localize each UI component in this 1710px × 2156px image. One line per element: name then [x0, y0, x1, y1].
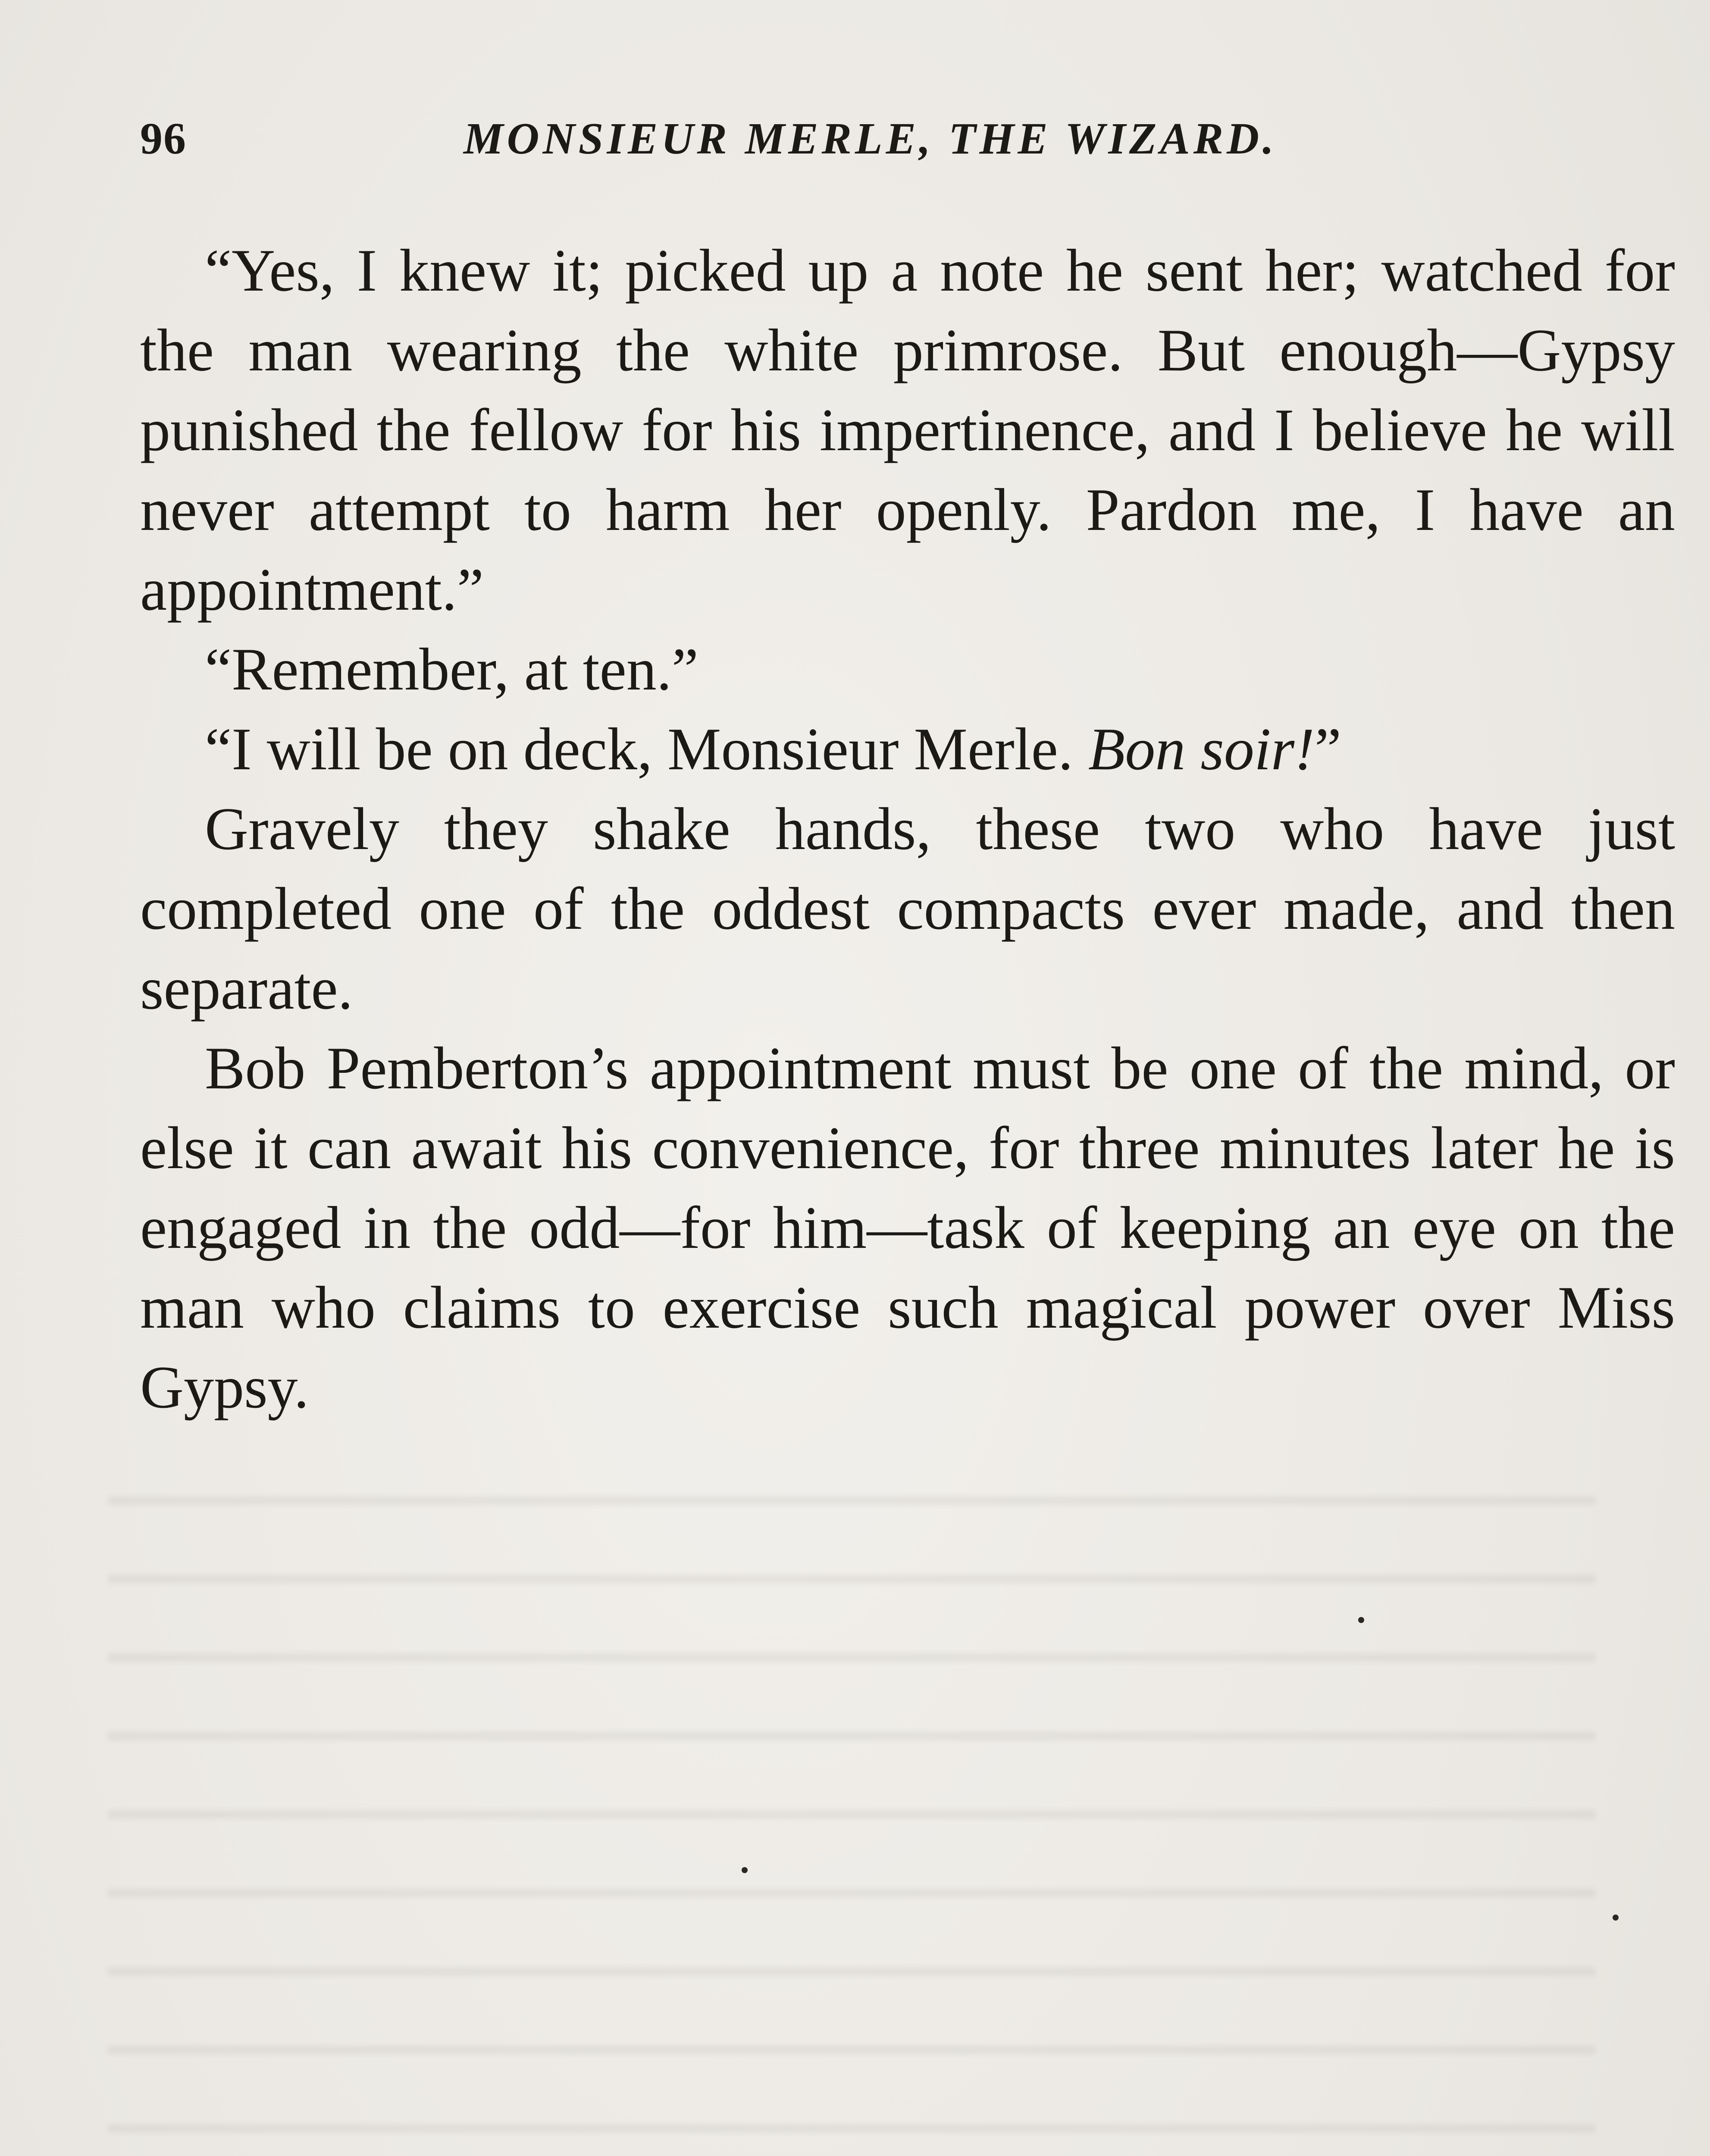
paragraph: Bob Pemberton’s appointment must be one of the mind, or else it can await his convenience, for three minutes later he is engaged in the odd—for him—task of keeping an eye on the man who claims to exercise such magical power over Miss Gypsy. [140, 1035, 1675, 1421]
italic-phrase: Bon soir! [1088, 716, 1315, 783]
paragraph-text: ” [1314, 716, 1342, 783]
paragraph [140, 709, 1675, 789]
paragraph: “Yes, I knew it; picked up a note he sent her; watched for the man wearing the white primrose. But enough—Gypsy punished the fellow for his impertinence, and I believe he will never attempt to harm her openly. Pardon me, I have an appointment.” [140, 237, 1675, 623]
ink-speck [742, 1867, 748, 1873]
body-text [140, 231, 1675, 1427]
paragraph: “Remember, at ten.” [205, 636, 698, 703]
page-number: 96 [140, 114, 187, 163]
ink-speck [1613, 1915, 1619, 1921]
page-header [140, 113, 1675, 169]
paragraph: Gravely they shake hands, these two who have just completed one of the oddest compacts ever made, and then separate. [140, 796, 1675, 1022]
show-through-text [108, 1445, 1595, 2156]
ink-speck [1358, 1617, 1364, 1623]
paragraph-text: “I will be on deck, Monsieur Merle. [205, 716, 1088, 783]
running-head: MONSIEUR MERLE, THE WIZARD. [464, 114, 1278, 163]
